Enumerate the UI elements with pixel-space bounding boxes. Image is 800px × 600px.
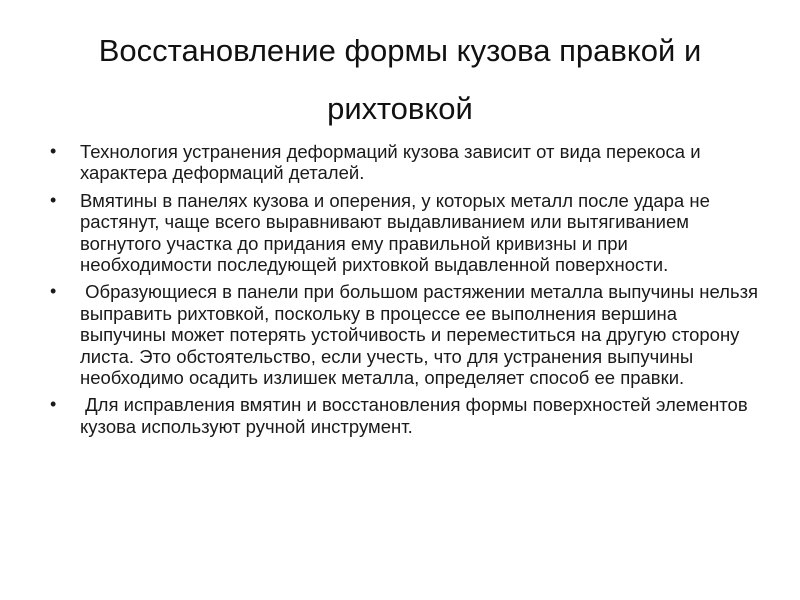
slide-title: Восстановление формы кузова правкой и рихтовкой	[98, 33, 702, 126]
bullet-text: Технология устранения деформаций кузова зависит от вида перекоса и характера деформаций деталей.	[80, 141, 706, 184]
bullet-item	[50, 281, 762, 388]
bullet-text: Образующиеся в панели при большом растяжении металла выпучины нельзя выправить рихтовкой, поскольку в процессе ее выполнения вершина выпучины может потерять устойчивость и переместиться на другую сторону листа. Это обстоятельство, если учесть, что для устранения выпучины необходимо осадить излишек металла, определяет способ ее правки.	[80, 281, 764, 389]
bullet-dot: •	[50, 141, 57, 161]
bullet-item	[50, 190, 762, 276]
bullet-item	[50, 141, 762, 184]
bullet-dot: •	[50, 189, 57, 210]
bullet-text: Для исправления вмятин и восстановления формы поверхностей элементов кузова используют ручной инструмент.	[80, 394, 753, 437]
bullet-item	[50, 394, 762, 437]
bullet-list	[50, 141, 762, 443]
bullet-dot: •	[50, 281, 57, 302]
bullet-dot: •	[50, 394, 57, 415]
bullet-text: Вмятины в панелях кузова и оперения, у которых металл после удара не растянут, чаще всего выравнивают выдавливанием или вытягиванием вогнутого участка до придания ему правильной кривизны и при необходимости последующей рихтовкой выдавленной поверхности.	[80, 189, 715, 276]
